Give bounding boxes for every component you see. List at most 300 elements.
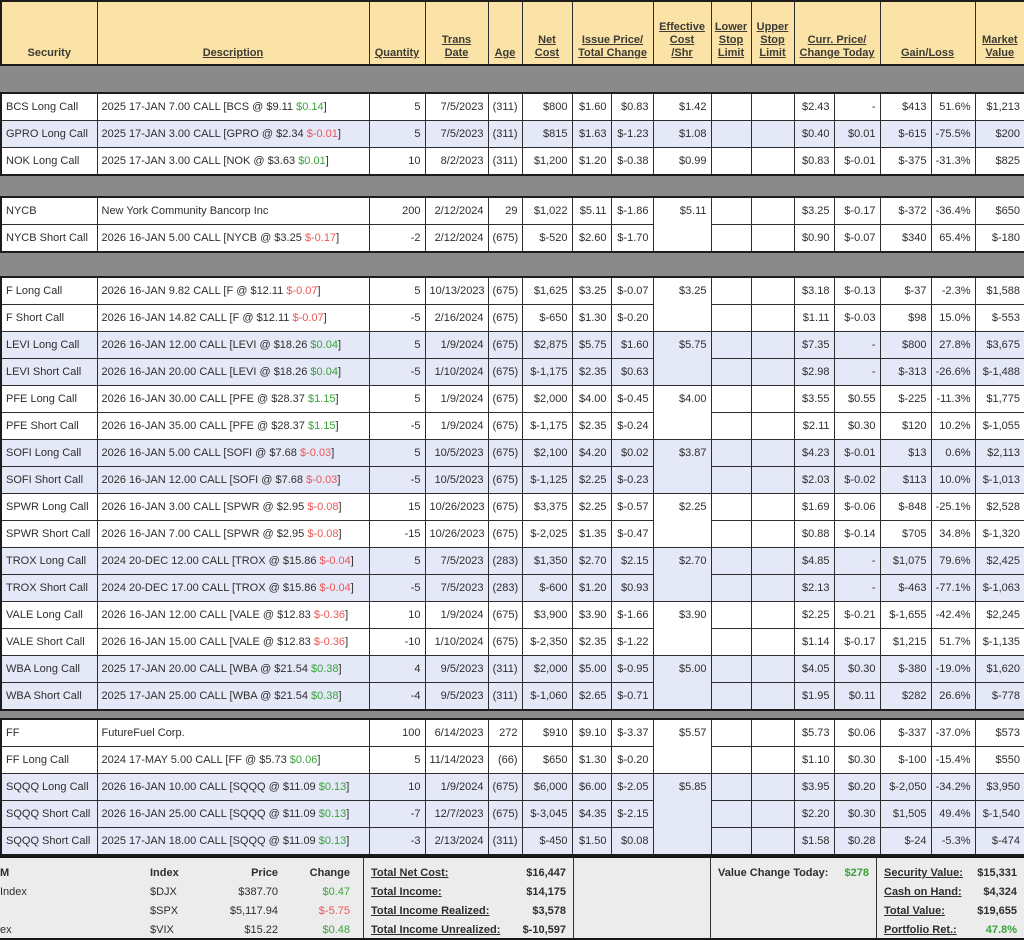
description-text: ] — [335, 420, 339, 432]
description-cell — [97, 440, 369, 467]
gain-loss-pct-cell: -77.1% — [931, 575, 975, 602]
change-today-cell: $0.01 — [834, 121, 880, 148]
market-value-cell: $573 — [975, 719, 1024, 747]
curr-price-cell: $3.95 — [794, 774, 834, 801]
description-text: ] — [335, 393, 339, 405]
column-header-issue-price-total-change[interactable] — [572, 1, 653, 65]
lower-stop-cell — [711, 575, 751, 602]
issue-price-cell: $2.35 — [572, 413, 611, 440]
change-today-cell: $-0.21 — [834, 602, 880, 629]
index-price: $5,117.94 — [229, 905, 278, 917]
lower-stop-cell — [711, 801, 751, 828]
curr-price-cell: $2.03 — [794, 467, 834, 494]
trans-date-cell: 6/14/2023 — [425, 719, 488, 747]
description-change-text: $0.38 — [311, 663, 339, 675]
column-header-text: Curr. Price/ — [807, 34, 867, 46]
upper-stop-cell — [751, 602, 794, 629]
total-change-cell: $-0.07 — [611, 277, 653, 305]
age-cell: (675) — [488, 413, 522, 440]
description-cell — [97, 801, 369, 828]
gain-loss-pct-cell: 65.4% — [931, 225, 975, 253]
gain-loss-cell: $120 — [880, 413, 931, 440]
column-header-text: Lower — [714, 21, 748, 33]
market-value-cell: $200 — [975, 121, 1024, 148]
description-cell — [97, 656, 369, 683]
gain-loss-cell: $705 — [880, 521, 931, 548]
net-cost-cell: $-1,175 — [522, 413, 572, 440]
quantity-cell: 5 — [369, 386, 425, 413]
issue-price-cell: $1.20 — [572, 575, 611, 602]
position-row — [1, 683, 1024, 711]
security-cell: TROX Short Call — [1, 575, 97, 602]
quantity-cell: -10 — [369, 629, 425, 656]
net-cost-cell: $-2,025 — [522, 521, 572, 548]
upper-stop-cell — [751, 719, 794, 747]
gain-loss-pct-cell: 10.0% — [931, 467, 975, 494]
gain-loss-pct-cell: -11.3% — [931, 386, 975, 413]
total-value-label[interactable]: Total Value: — [884, 905, 945, 917]
total-change-cell: $-0.38 — [611, 148, 653, 176]
change-today-cell: $0.30 — [834, 801, 880, 828]
net-cost-cell: $815 — [522, 121, 572, 148]
gain-loss-cell: $13 — [880, 440, 931, 467]
change-today-cell: - — [834, 332, 880, 359]
description-text: 2026 16-JAN 12.00 CALL [LEVI @ $18.26 — [101, 339, 311, 351]
total-income-unrealized-label[interactable]: Total Income Unrealized: — [371, 924, 501, 936]
gain-loss-cell: $-337 — [880, 719, 931, 747]
net-cost-cell: $-520 — [522, 225, 572, 253]
net-cost-cell: $-1,175 — [522, 359, 572, 386]
security-cell: BCS Long Call — [1, 93, 97, 121]
portfolio-return-value: 47.8% — [985, 924, 1017, 936]
upper-stop-cell — [751, 494, 794, 521]
issue-price-cell: $2.35 — [572, 629, 611, 656]
gain-loss-pct-cell: 10.2% — [931, 413, 975, 440]
upper-stop-cell — [751, 197, 794, 225]
issue-price-cell: $1.63 — [572, 121, 611, 148]
total-change-cell: $-2.15 — [611, 801, 653, 828]
total-change-cell: $0.02 — [611, 440, 653, 467]
issue-price-cell: $9.10 — [572, 719, 611, 747]
quantity-cell: -5 — [369, 359, 425, 386]
age-cell: (311) — [488, 121, 522, 148]
quantity-cell: -5 — [369, 467, 425, 494]
age-cell: (675) — [488, 521, 522, 548]
trans-date-cell: 2/13/2024 — [425, 828, 488, 856]
trans-date-cell: 7/5/2023 — [425, 575, 488, 602]
index-change: $0.48 — [322, 924, 350, 936]
change-today-cell: - — [834, 575, 880, 602]
index-change: $-5.75 — [318, 905, 350, 917]
indices-col-price: Price — [251, 867, 278, 879]
description-text: 2026 16-JAN 7.00 CALL [SPWR @ $2.95 — [101, 528, 308, 540]
security-cell: GPRO Long Call — [1, 121, 97, 148]
description-change-text: $0.13 — [318, 808, 347, 820]
market-value-cell: $1,775 — [975, 386, 1024, 413]
change-today-cell: - — [834, 359, 880, 386]
description-text: 2026 16-JAN 25.00 CALL [SQQQ @ $11.09 — [101, 808, 319, 820]
description-text: 2025 17-JAN 3.00 CALL [NOK @ $3.63 — [101, 155, 299, 167]
total-net-cost-value: $16,447 — [526, 867, 566, 879]
gain-loss-cell: $98 — [880, 305, 931, 332]
total-change-cell: $0.08 — [611, 828, 653, 856]
lower-stop-cell — [711, 774, 751, 801]
change-today-cell: $0.06 — [834, 719, 880, 747]
curr-price-cell: $2.43 — [794, 93, 834, 121]
column-header-text: Cost — [669, 34, 695, 46]
age-cell: (311) — [488, 148, 522, 176]
security-cell: SQQQ Short Call — [1, 801, 97, 828]
net-cost-cell: $3,900 — [522, 602, 572, 629]
description-cell — [97, 121, 369, 148]
position-row — [1, 629, 1024, 656]
gain-loss-pct-cell: 0.6% — [931, 440, 975, 467]
description-cell — [97, 386, 369, 413]
change-today-cell: $-0.07 — [834, 225, 880, 253]
lower-stop-cell — [711, 277, 751, 305]
column-header-description[interactable] — [97, 1, 369, 65]
description-text: ] — [337, 339, 341, 351]
gain-loss-pct-cell: -2.3% — [931, 277, 975, 305]
gain-loss-pct-cell: 34.8% — [931, 521, 975, 548]
gain-loss-cell: $-1,655 — [880, 602, 931, 629]
market-value-cell: $1,620 — [975, 656, 1024, 683]
market-value-cell: $2,528 — [975, 494, 1024, 521]
description-cell — [97, 148, 369, 176]
market-value-cell: $2,425 — [975, 548, 1024, 575]
security-cell: NYCB Short Call — [1, 225, 97, 253]
positions-header-table — [0, 0, 1024, 66]
gain-loss-pct-cell: -36.4% — [931, 197, 975, 225]
total-income-realized-label[interactable]: Total Income Realized: — [371, 905, 490, 917]
change-today-cell: $0.30 — [834, 656, 880, 683]
description-change-text: $-0.08 — [307, 528, 339, 540]
market-value-cell: $2,113 — [975, 440, 1024, 467]
net-cost-cell: $1,625 — [522, 277, 572, 305]
column-header-net-cost[interactable] — [522, 1, 572, 65]
gain-loss-pct-cell: -19.0% — [931, 656, 975, 683]
trans-date-cell: 1/10/2024 — [425, 359, 488, 386]
total-change-cell: $-0.45 — [611, 386, 653, 413]
market-value-cell: $-1,488 — [975, 359, 1024, 386]
total-change-cell: $-1.70 — [611, 225, 653, 253]
description-text: ] — [337, 366, 341, 378]
gain-loss-cell: $413 — [880, 93, 931, 121]
index-row-vix — [0, 921, 363, 940]
issue-price-cell: $1.50 — [572, 828, 611, 856]
description-text: 2026 16-JAN 20.00 CALL [LEVI @ $18.26 — [101, 366, 311, 378]
lower-stop-cell — [711, 148, 751, 176]
lower-stop-cell — [711, 683, 751, 711]
lower-stop-cell — [711, 386, 751, 413]
header-row — [1, 1, 1024, 65]
upper-stop-cell — [751, 440, 794, 467]
issue-price-cell: $4.20 — [572, 440, 611, 467]
description-text: ] — [346, 835, 350, 847]
description-cell — [97, 575, 369, 602]
curr-price-cell: $0.88 — [794, 521, 834, 548]
description-text: 2026 16-JAN 9.82 CALL [F @ $12.11 — [101, 285, 287, 297]
total-change-cell: $-0.20 — [611, 747, 653, 774]
total-income-label[interactable]: Total Income: — [371, 886, 442, 898]
effective-cost-cell: $4.00 — [653, 386, 711, 440]
column-header-gain-loss[interactable] — [880, 1, 975, 65]
portfolio-return-label[interactable]: Portfolio Ret.: — [884, 924, 957, 936]
description-change-text: $-0.07 — [292, 312, 324, 324]
quantity-cell: 5 — [369, 747, 425, 774]
gain-loss-pct-cell: -34.2% — [931, 774, 975, 801]
issue-price-cell: $2.25 — [572, 467, 611, 494]
position-row — [1, 225, 1024, 253]
description-change-text: $-0.36 — [313, 609, 346, 621]
curr-price-cell: $1.69 — [794, 494, 834, 521]
column-header-text: Limit — [717, 47, 745, 59]
age-cell: (675) — [488, 440, 522, 467]
total-change-cell: $1.60 — [611, 332, 653, 359]
description-cell — [97, 602, 369, 629]
net-cost-cell: $-1,060 — [522, 683, 572, 711]
column-header-market-value[interactable] — [975, 1, 1024, 65]
position-row — [1, 801, 1024, 828]
age-cell: 29 — [488, 197, 522, 225]
position-row — [1, 719, 1024, 747]
gain-loss-pct-cell: -5.3% — [931, 828, 975, 856]
issue-price-cell: $2.60 — [572, 225, 611, 253]
change-today-cell: - — [834, 93, 880, 121]
security-value-value: $15,331 — [977, 867, 1017, 879]
column-header-curr-price-change-today[interactable] — [794, 1, 880, 65]
age-cell: (675) — [488, 359, 522, 386]
description-cell — [97, 719, 369, 747]
trans-date-cell: 11/14/2023 — [425, 747, 488, 774]
age-cell: (675) — [488, 332, 522, 359]
description-text: ] — [346, 808, 350, 820]
upper-stop-cell — [751, 332, 794, 359]
column-header-text: Description — [202, 47, 264, 59]
column-header-age[interactable] — [488, 1, 522, 65]
column-header-text: Trans — [441, 34, 472, 46]
security-value-label[interactable]: Security Value: — [884, 867, 963, 879]
age-cell: (675) — [488, 494, 522, 521]
gain-loss-cell: $-100 — [880, 747, 931, 774]
column-header-text: Change Today — [799, 47, 875, 59]
security-cell: F Long Call — [1, 277, 97, 305]
quantity-cell: 200 — [369, 197, 425, 225]
lower-stop-cell — [711, 747, 751, 774]
gain-loss-pct-cell: 26.6% — [931, 683, 975, 711]
net-cost-cell: $1,350 — [522, 548, 572, 575]
position-row — [1, 93, 1024, 121]
description-cell — [97, 521, 369, 548]
market-value-cell: $650 — [975, 197, 1024, 225]
effective-cost-cell: $5.00 — [653, 656, 711, 711]
gain-loss-cell: $-615 — [880, 121, 931, 148]
description-text: ] — [323, 101, 327, 113]
description-change-text: $-0.04 — [319, 555, 351, 567]
column-header-effective-cost-shr[interactable] — [653, 1, 711, 65]
total-income-row — [364, 883, 573, 902]
security-cell: TROX Long Call — [1, 548, 97, 575]
portfolio-return-row — [877, 921, 1024, 940]
total-change-cell: $-1.22 — [611, 629, 653, 656]
change-today-cell: $0.30 — [834, 747, 880, 774]
column-header-text: Limit — [759, 47, 786, 59]
security-cell: WBA Short Call — [1, 683, 97, 711]
upper-stop-cell — [751, 548, 794, 575]
change-today-cell: $-0.03 — [834, 305, 880, 332]
description-text: 2026 16-JAN 35.00 CALL [PFE @ $28.37 — [101, 420, 308, 432]
curr-price-cell: $4.23 — [794, 440, 834, 467]
upper-stop-cell — [751, 225, 794, 253]
quantity-cell: 5 — [369, 548, 425, 575]
position-row — [1, 121, 1024, 148]
description-cell — [97, 305, 369, 332]
upper-stop-cell — [751, 801, 794, 828]
issue-price-cell: $1.35 — [572, 521, 611, 548]
gain-loss-cell: $-24 — [880, 828, 931, 856]
age-cell: (675) — [488, 467, 522, 494]
trans-date-cell: 1/9/2024 — [425, 774, 488, 801]
description-cell — [97, 277, 369, 305]
lower-stop-cell — [711, 602, 751, 629]
position-row — [1, 332, 1024, 359]
column-header-text: Stop — [718, 34, 744, 46]
description-cell — [97, 828, 369, 856]
age-cell: (283) — [488, 548, 522, 575]
trans-date-cell: 8/2/2023 — [425, 148, 488, 176]
issue-price-cell: $1.60 — [572, 93, 611, 121]
upper-stop-cell — [751, 828, 794, 856]
gain-loss-pct-cell: -42.4% — [931, 602, 975, 629]
lower-stop-cell — [711, 93, 751, 121]
summary-strip — [0, 856, 1024, 940]
security-cell: NYCB — [1, 197, 97, 225]
column-header-text: Age — [494, 47, 516, 59]
position-row — [1, 774, 1024, 801]
age-cell: (675) — [488, 774, 522, 801]
description-cell — [97, 359, 369, 386]
description-text: 2025 17-JAN 18.00 CALL [SQQQ @ $11.09 — [101, 835, 319, 847]
column-header-upper-stop-limit[interactable] — [751, 1, 794, 65]
description-text: FutureFuel Corp. — [101, 727, 185, 739]
description-cell — [97, 225, 369, 253]
trans-date-cell: 1/9/2024 — [425, 332, 488, 359]
description-change-text: $-0.01 — [306, 128, 338, 140]
net-cost-cell: $2,000 — [522, 386, 572, 413]
upper-stop-cell — [751, 683, 794, 711]
age-cell: (675) — [488, 225, 522, 253]
cash-on-hand-value: $4,324 — [983, 886, 1017, 898]
change-today-cell: $0.30 — [834, 413, 880, 440]
total-change-cell: $-1.86 — [611, 197, 653, 225]
description-text: ] — [350, 555, 354, 567]
market-value-cell: $-1,135 — [975, 629, 1024, 656]
description-cell — [97, 197, 369, 225]
column-header-security[interactable] — [1, 1, 97, 65]
total-change-cell: $-0.23 — [611, 467, 653, 494]
column-header-text: Gain/Loss — [900, 47, 955, 59]
security-cell: NOK Long Call — [1, 148, 97, 176]
summary-spacer-panel — [573, 858, 710, 938]
age-cell: (675) — [488, 602, 522, 629]
change-today-cell: $-0.13 — [834, 277, 880, 305]
market-value-cell: $550 — [975, 747, 1024, 774]
description-cell — [97, 548, 369, 575]
upper-stop-cell — [751, 575, 794, 602]
age-cell: (311) — [488, 656, 522, 683]
quantity-cell: -3 — [369, 828, 425, 856]
effective-cost-cell: $2.70 — [653, 548, 711, 602]
indices-left-fragment: Index — [0, 886, 27, 898]
description-change-text: $0.04 — [310, 366, 338, 378]
position-row — [1, 747, 1024, 774]
description-text: 2026 16-JAN 3.00 CALL [SPWR @ $2.95 — [101, 501, 308, 513]
security-cell: VALE Short Call — [1, 629, 97, 656]
change-today-cell: $0.28 — [834, 828, 880, 856]
gain-loss-cell: $-848 — [880, 494, 931, 521]
description-text: ] — [338, 501, 342, 513]
market-value-cell: $2,245 — [975, 602, 1024, 629]
issue-price-cell: $2.35 — [572, 359, 611, 386]
description-change-text: $-0.03 — [306, 474, 338, 486]
index-row-djx — [0, 883, 363, 902]
lower-stop-cell — [711, 629, 751, 656]
change-today-cell: $0.55 — [834, 386, 880, 413]
issue-price-cell: $2.25 — [572, 494, 611, 521]
position-row — [1, 386, 1024, 413]
change-today-cell: - — [834, 548, 880, 575]
position-row — [1, 359, 1024, 386]
description-change-text: $-0.03 — [299, 447, 332, 459]
quantity-cell: 15 — [369, 494, 425, 521]
total-income-realized-value: $3,578 — [532, 905, 566, 917]
change-today-cell: $0.20 — [834, 774, 880, 801]
age-cell: (311) — [488, 683, 522, 711]
column-header-lower-stop-limit[interactable] — [711, 1, 751, 65]
quantity-cell: 5 — [369, 93, 425, 121]
gain-loss-pct-cell: 27.8% — [931, 332, 975, 359]
total-change-cell: $-0.71 — [611, 683, 653, 711]
upper-stop-cell — [751, 656, 794, 683]
gain-loss-cell: $1,075 — [880, 548, 931, 575]
description-text: ] — [331, 447, 335, 459]
description-change-text: $-0.08 — [307, 501, 339, 513]
position-row — [1, 413, 1024, 440]
age-cell: (311) — [488, 93, 522, 121]
curr-price-cell: $2.13 — [794, 575, 834, 602]
value-change-today-row — [711, 864, 876, 883]
column-header-trans-date[interactable] — [425, 1, 488, 65]
description-text: ] — [346, 781, 350, 793]
gain-loss-cell: $-225 — [880, 386, 931, 413]
total-net-cost-label[interactable]: Total Net Cost: — [371, 867, 449, 879]
upper-stop-cell — [751, 359, 794, 386]
net-cost-cell: $-450 — [522, 828, 572, 856]
position-row — [1, 548, 1024, 575]
net-cost-cell: $1,022 — [522, 197, 572, 225]
value-change-panel — [710, 858, 876, 938]
trans-date-cell: 10/26/2023 — [425, 494, 488, 521]
total-change-cell: $-0.20 — [611, 305, 653, 332]
trans-date-cell: 2/12/2024 — [425, 197, 488, 225]
issue-price-cell: $3.90 — [572, 602, 611, 629]
index-price: $15.22 — [244, 924, 278, 936]
lower-stop-cell — [711, 305, 751, 332]
column-header-quantity[interactable] — [369, 1, 425, 65]
gain-loss-pct-cell: -25.1% — [931, 494, 975, 521]
trans-date-cell: 10/26/2023 — [425, 521, 488, 548]
cash-on-hand-label[interactable]: Cash on Hand: — [884, 886, 962, 898]
